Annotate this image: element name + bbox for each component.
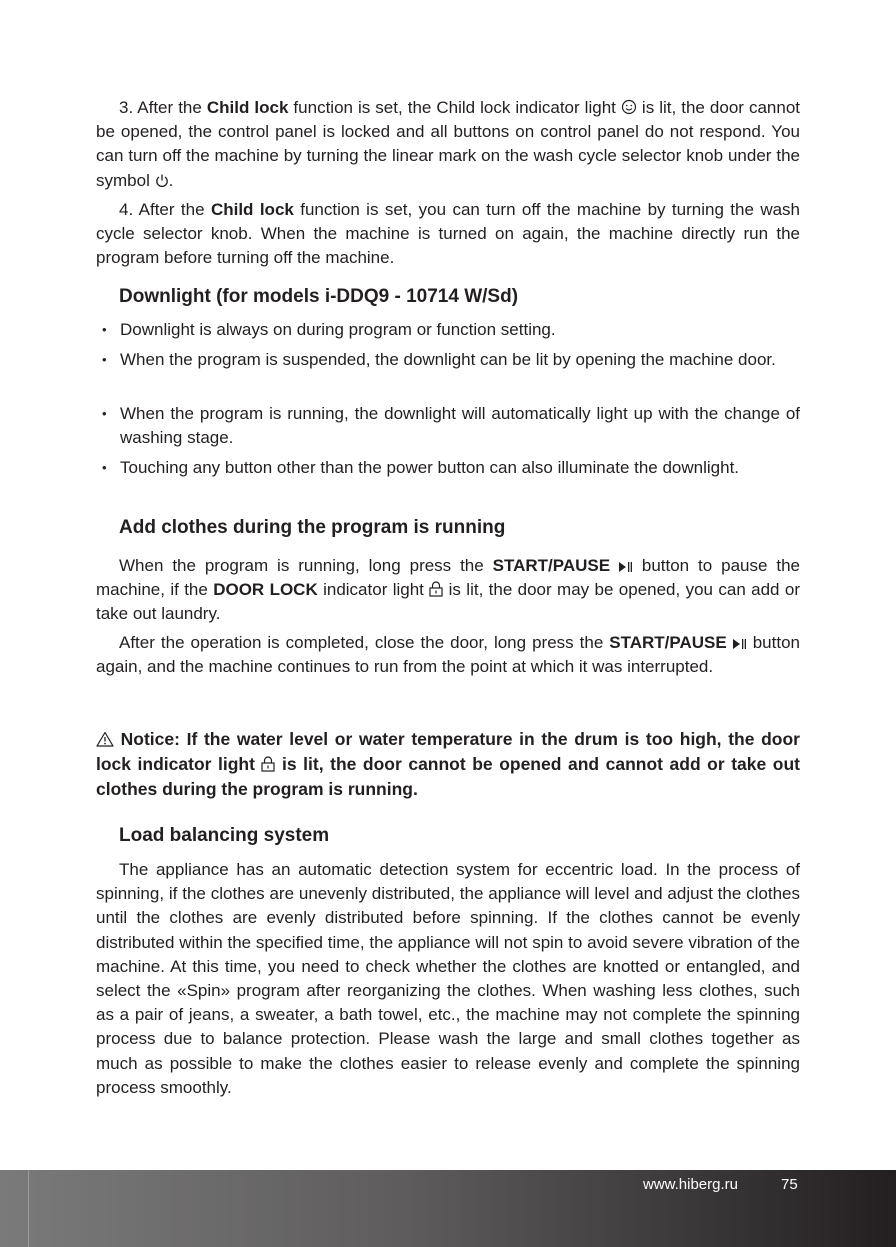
door-lock-term: DOOR LOCK (213, 580, 318, 600)
text: After the operation is completed, close the door, long press the (119, 633, 610, 652)
text: When the program is running, long press the (119, 556, 493, 575)
load-balancing-paragraph: The appliance has an automatic detection system for eccentric load. In the process of spinning, if the clothes are unevenly distributed, the appliance will level and adjust the clothes until the clothes are evenly distributed before spinning. If the clothes cannot be evenly distributed within the specified time, the appliance will not spin to avoid severe vibration of the machine. At this time, you need to check whether the clothes are knotted or entangled, and select the «Spin» program after reorganizing the clothes. When washing less clothes, such as a pair of jeans, a sweater, a bath towel, etc., the machine may not complete the spinning process due to balance protection. Please wash the large and small clothes together as much as possible to make the clothes easier to release evenly and complete the spinning process smoothly. (96, 860, 800, 1097)
notice-block (96, 727, 800, 802)
text: is lit, the door may be opened, you can add or take out laundry. (96, 580, 800, 624)
load-balancing-heading: Load balancing system (119, 825, 330, 846)
text: . (168, 170, 174, 190)
text: indicator light (317, 580, 430, 600)
play-pause-icon (733, 638, 747, 650)
door-lock-icon (261, 756, 275, 772)
child-lock-paragraph-3 (96, 96, 800, 193)
text: is lit, the door cannot be opened, the control panel is locked and all buttons on control panel do not respond. You can turn off the machine by turning the linear mark on the wash cycle selector knob under the symbol (96, 98, 801, 190)
text: is lit, the door cannot be opened and cannot add or take out clothes during the program is running. (96, 754, 800, 799)
bullet-item: • Downlight is always on during program or function setting. (120, 318, 800, 342)
footer-divider (28, 1170, 29, 1247)
warning-icon (96, 731, 114, 747)
text: 3. After the (119, 98, 207, 117)
text: button to pause the machine, if the (96, 556, 800, 600)
text: Notice: If the water level or water temperature in the drum is too high, the door lock indicator light (96, 729, 800, 774)
start-pause-term: START/PAUSE (492, 556, 611, 575)
power-icon (155, 173, 169, 188)
door-lock-icon (429, 581, 443, 597)
downlight-heading: Downlight (for models i-DDQ9 - 10714 W/Sd) (119, 286, 519, 307)
start-pause-term: START/PAUSE (609, 633, 727, 652)
text: 4. After the (119, 200, 211, 219)
bullet-item: • Touching any button other than the power button can also illuminate the downlight. (120, 456, 800, 480)
child-lock-paragraph-4 (96, 198, 800, 271)
play-pause-icon (619, 561, 633, 573)
website-link[interactable]: www.hiberg.ru (642, 1176, 738, 1193)
text: button again, and the machine continues to run from the point at which it was interrupted. (96, 633, 800, 677)
child-lock-term: Child lock (210, 200, 294, 219)
bullet-item: • When the program is running, the downlight will automatically light up with the change of washing stage. (120, 402, 800, 450)
add-clothes-paragraph-1 (96, 554, 800, 627)
add-clothes-paragraph-2 (96, 631, 800, 679)
page-footer (0, 1170, 896, 1247)
bullet-item: • When the program is suspended, the downlight can be lit by opening the machine door. (120, 348, 800, 372)
child-lock-smiley-icon (621, 99, 637, 115)
text: function is set, you can turn off the machine by turning the wash cycle selector knob. When the machine is turned on again, the machine directly run the program before turning off the machine. (96, 200, 801, 268)
text: function is set, the Child lock indicator light (288, 98, 621, 117)
child-lock-term: Child lock (206, 98, 289, 117)
add-clothes-heading: Add clothes during the program is running (119, 517, 506, 538)
page-number: 75 (781, 1176, 798, 1193)
